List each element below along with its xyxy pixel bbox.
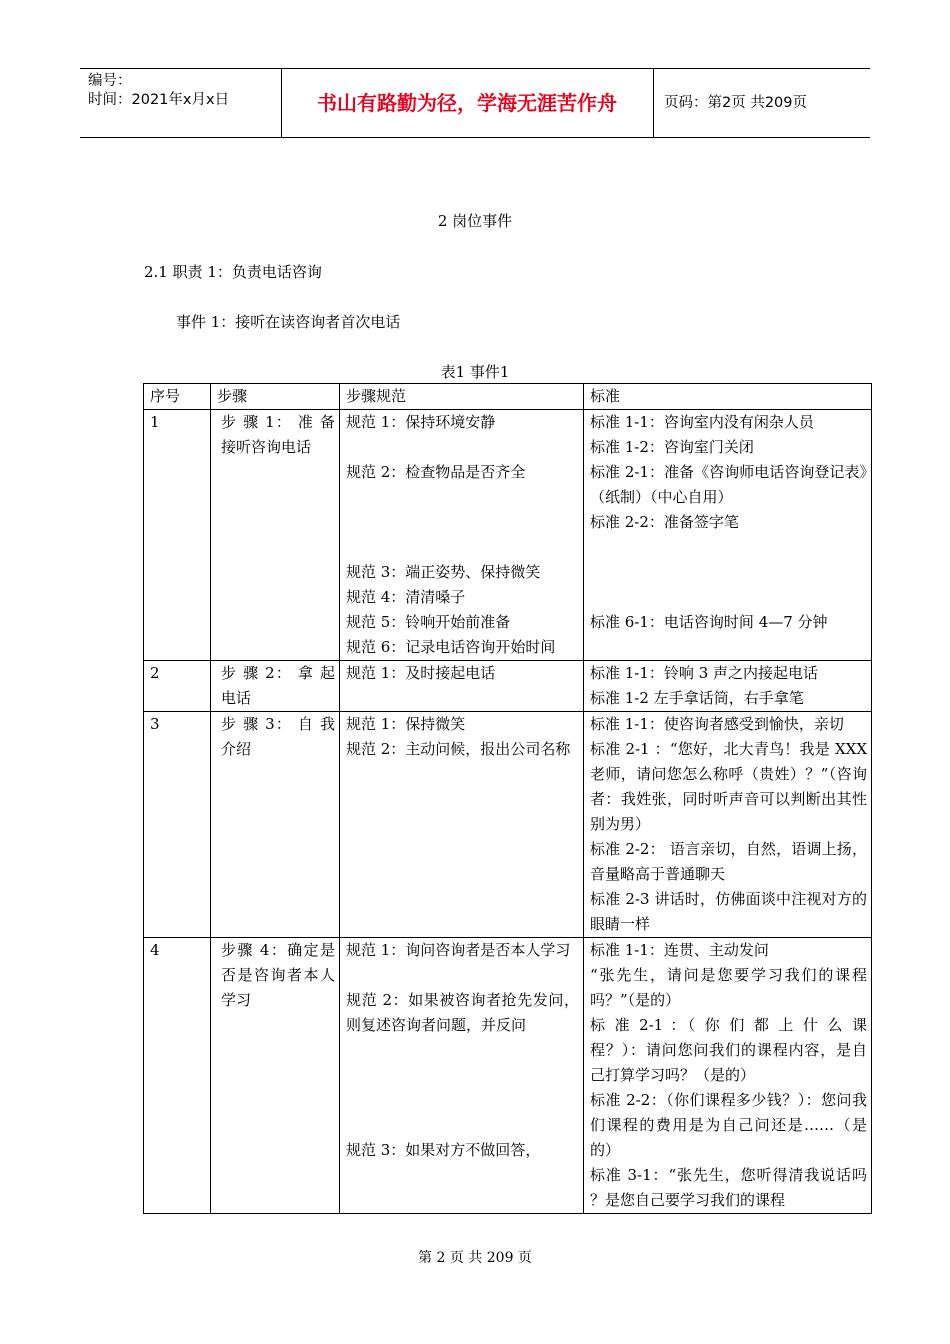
section-title: 2 岗位事件: [437, 212, 513, 230]
table-row: [144, 410, 872, 661]
table-caption: 表1 事件1: [440, 363, 510, 381]
spacer: [346, 1088, 579, 1113]
standard-line: 标准 1-2：咨询室门关闭: [590, 438, 754, 456]
step-cell: 步骤 4：确定是否是咨询者本人学习: [211, 938, 340, 1214]
table-row: [144, 712, 872, 938]
table-row: [144, 661, 872, 712]
document-header: [80, 68, 870, 138]
spacer: [346, 435, 579, 460]
standard-line: 标准 1-1：铃响 3 声之内接起电话: [590, 664, 819, 682]
table-row: [144, 938, 872, 1214]
spacer: [346, 510, 579, 535]
standard-line: 标准 2-2：（你们课程多少钱？）：您问我们课程的费用是为自己问还是……（是的）: [590, 1091, 867, 1159]
event-table: [143, 383, 872, 1214]
standard-line: 标准 2-1：准备《咨询师电话咨询登记表》（纸制）（中心自用）: [590, 463, 867, 506]
header-meta: [80, 69, 280, 140]
standard-cell: [584, 661, 872, 712]
spacer: [346, 963, 579, 988]
page-footer: 第 2 页 共 209 页: [418, 1250, 532, 1266]
norm-line: 规范 6：记录电话咨询开始时间: [346, 638, 556, 656]
standard-line: 标准 2-1 ：“您好，北大青鸟！我是 XXX 老师，请问您怎么称呼（贵姓）？”（咨询者：我姓张，同时听声音可以判断出其性别为男）: [590, 740, 867, 833]
spacer: [590, 560, 867, 585]
norm-line: 规范 2：如果被咨询者抢先发问，则复述咨询者问题，并反问: [346, 991, 579, 1034]
spacer: [346, 1038, 579, 1063]
responsibility-heading: 2.1 职责 1：负责电话咨询: [144, 263, 322, 281]
standard-line: “张先生，请问是您要学习我们的课程吗？”（是的）: [590, 966, 867, 1009]
time-label: 时间：2021年x月x日: [88, 92, 230, 108]
row-number: 1: [144, 410, 211, 661]
step-cell: 步 骤 3： 自 我介绍: [211, 712, 340, 938]
norm-cell: [340, 938, 584, 1214]
norm-line: 规范 5：铃响开始前准备: [346, 613, 511, 631]
row-number: 3: [144, 712, 211, 938]
standard-line: 标准 1-1：连贯、主动发问: [590, 941, 769, 959]
norm-line: 规范 2：主动问候，报出公司名称: [346, 740, 571, 758]
header-cell-norm: 步骤规范: [340, 384, 584, 410]
norm-line: 规范 1：保持环境安静: [346, 413, 496, 431]
norm-cell: [340, 661, 584, 712]
norm-line: 规范 1：及时接起电话: [346, 664, 496, 682]
step-cell: 步 骤 2： 拿 起电话: [211, 661, 340, 712]
step-cell: 步 骤 1： 准 备 接听咨询电话: [211, 410, 340, 661]
standard-line: 标准 2-2：准备签字笔: [590, 513, 739, 531]
spacer: [346, 1113, 579, 1138]
header-cell-no: 序号: [144, 384, 211, 410]
norm-line: 规范 1：询问咨询者是否本人学习: [346, 941, 571, 959]
norm-line: 规范 3：端正姿势、保持微笑: [346, 563, 541, 581]
norm-line: 规范 2：检查物品是否齐全: [346, 463, 526, 481]
spacer: [590, 585, 867, 610]
standard-line: 标准 2-2： 语言亲切，自然，语调上扬，音量略高于普通聊天: [590, 840, 867, 883]
standard-cell: [584, 712, 872, 938]
standard-line: 标准 1-2 左手拿话筒，右手拿笔: [590, 689, 804, 707]
norm-line: 规范 3：如果对方不做回答，: [346, 1141, 541, 1159]
header-motto: 书山有路勤为径，学海无涯苦作舟: [317, 91, 617, 115]
row-number: 4: [144, 938, 211, 1214]
standard-line: 标 准 2-1 ：（ 你 们 都 上 什 么 课 程？）：请问您问我们的课程内容，是自己打算学习吗？（是的）: [590, 1016, 867, 1084]
header-page-info: 页码：第2页 共209页: [664, 95, 808, 111]
header-divider: [653, 69, 654, 137]
standard-line: 标准 1-1：使咨询者感受到愉快，亲切: [590, 715, 844, 733]
spacer: [346, 485, 579, 510]
code-label: 编号：: [88, 73, 132, 89]
spacer: [346, 535, 579, 560]
norm-line: 规范 1：保持微笑: [346, 715, 466, 733]
table-header-row: [144, 384, 872, 410]
row-number: 2: [144, 661, 211, 712]
norm-cell: [340, 712, 584, 938]
standard-cell: [584, 938, 872, 1214]
event-heading: 事件 1：接听在读咨询者首次电话: [176, 313, 401, 331]
standard-line: 标准 2-3 讲话时，仿佛面谈中注视对方的眼睛一样: [590, 890, 867, 933]
norm-cell: [340, 410, 584, 661]
standard-line: 标准 3-1：“张先生，您听得清我说话吗 ？是您自己要学习我们的课程: [590, 1166, 867, 1209]
norm-line: 规范 4：清清嗓子: [346, 588, 466, 606]
header-cell-step: 步骤: [211, 384, 340, 410]
standard-line: 标准 1-1：咨询室内没有闲杂人员: [590, 413, 814, 431]
standard-cell: [584, 410, 872, 661]
standard-line: 标准 6-1：电话咨询时间 4—7 分钟: [590, 613, 828, 631]
header-cell-standard: 标准: [584, 384, 872, 410]
spacer: [590, 535, 867, 560]
spacer: [346, 1063, 579, 1088]
